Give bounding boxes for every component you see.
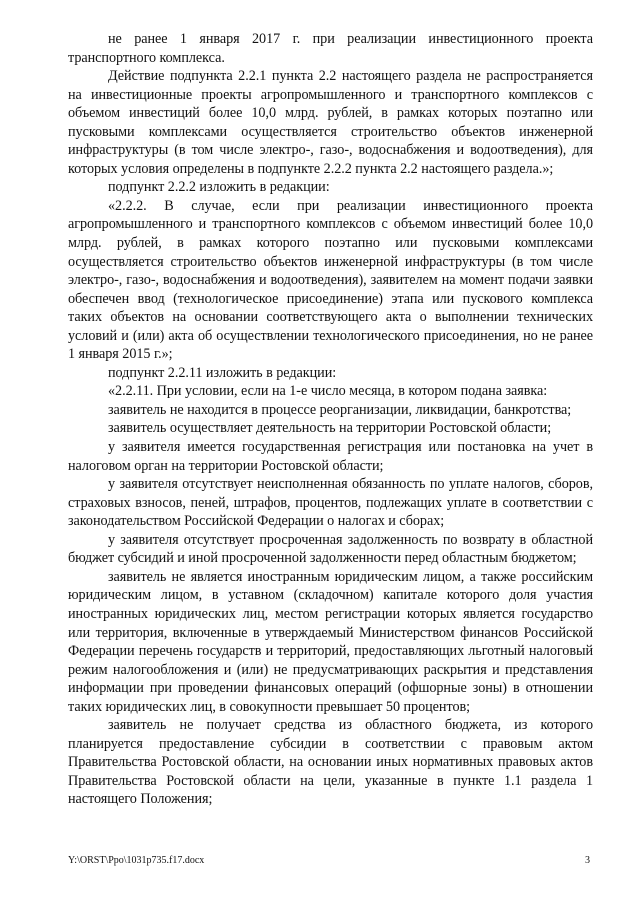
paragraph: у заявителя имеется государственная регистрация или постановка на учет в налоговом орган на территории Ростовской области; <box>68 439 593 474</box>
footer-file-path: Y:\ORST\Ppo\1031p735.f17.docx <box>68 855 205 866</box>
document-body <box>68 30 593 809</box>
paragraph: заявитель не является иностранным юридическим лицом, а также российским юридическим лицом, в уставном (складочном) капитале которого доля участия иностранных юридических лиц, местом регистрации которых является государство или территория, включенные в утверждаемый Министерством финансов Российской Федерации перечень государств и территорий, предоставляющих льготный налоговый режим налогообложения и (или) не предусматривающих раскрытия и представления информации при проведении финансовых операций (офшорные зоны) в отношении таких юридических лиц, в совокупности превышает 50 процентов; <box>68 568 593 715</box>
paragraph: «2.2.2. В случае, если при реализации инвестиционного проекта агропромышленного и транспортного комплексов с объемом инвестиций более 10,0 млрд. рублей, в рамках которого поэтапно или пусковыми комплексами осуществляется строительство объектов инженерной инфраструктуры (в том числе электро-, газо-, водоснабжения и водоотведения), заявителем на момент подачи заявки обеспечен ввод (технологическое присоединение) этапа или пускового комплекса таких объектов на основании соответствующего акта о выполнении технических условий и (или) акта об осуществлении технологического присоединения, но не ранее 1 января 2015 г.»; <box>68 197 593 363</box>
paragraph: заявитель не находится в процессе реорганизации, ликвидации, банкротства; <box>108 401 572 418</box>
paragraph: у заявителя отсутствует неисполненная обязанность по уплате налогов, сборов, страховых взносов, пеней, штрафов, процентов, подлежащих уплате в соответствии с законодательством Российской Федерации о налогах и сборах; <box>68 476 593 530</box>
page-number: 3 <box>585 855 590 866</box>
paragraph: Действие подпункта 2.2.1 пункта 2.2 настоящего раздела не распространяется на инвестиционные проекты агропромышленного и транспортного комплексов с объемом инвестиций более 10,0 млрд. рублей, в рамках которых поэтапно или пусковыми комплексами осуществляется строительство объектов инженерной инфраструктуры (в том числе электро-, газо-, водоснабжения и водоотведения), для которых условия определены в подпункте 2.2.2 пункта 2.2 настоящего раздела.»; <box>68 68 593 177</box>
paragraph: у заявителя отсутствует просроченная задолженность по возврату в областной бюджет субсидий и иной просроченной задолженности перед областным бюджетом; <box>68 531 593 567</box>
paragraph: «2.2.11. При условии, если на 1-е число месяца, в котором подана заявка: <box>108 383 548 400</box>
paragraph: не ранее 1 января 2017 г. при реализации инвестиционного проекта транспортного комплекса. <box>68 31 593 66</box>
paragraph: подпункт 2.2.11 изложить в редакции: <box>108 364 337 381</box>
paragraph: заявитель не получает средства из областного бюджета, из которого планируется предоставление субсидии в соответствии с правовым актом Правительства Ростовской области, на основании иных нормативных правовых актов Правительства Ростовской области на цели, указанные в пункте 1.1 раздела 1 настоящего Положения; <box>68 717 593 808</box>
paragraph: заявитель осуществляет деятельность на территории Ростовской области; <box>108 420 552 437</box>
paragraph: подпункт 2.2.2 изложить в редакции: <box>108 179 330 196</box>
